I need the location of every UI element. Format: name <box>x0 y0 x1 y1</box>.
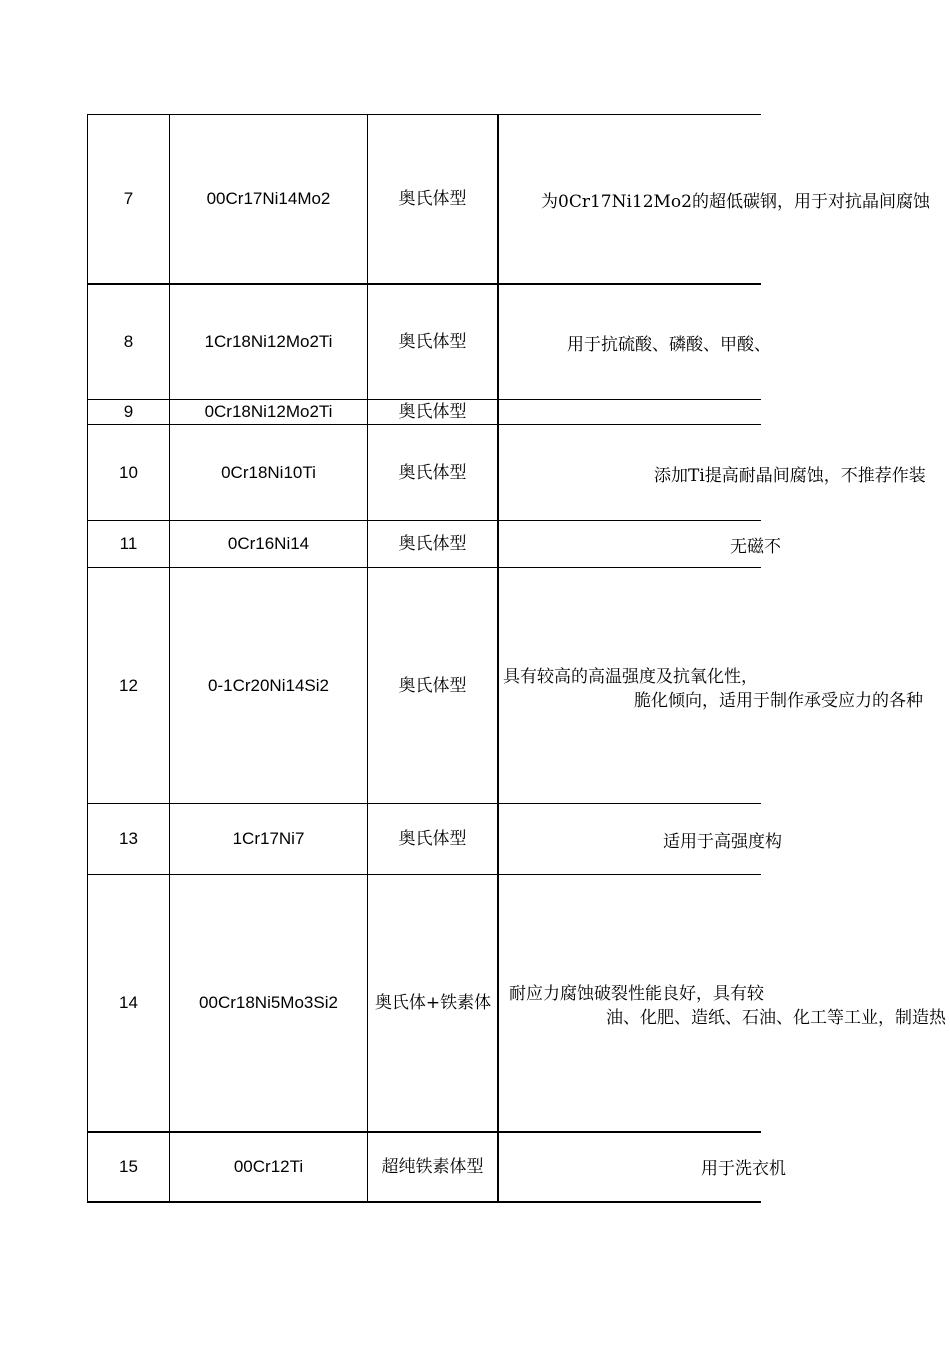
cell-number: 15 <box>119 1157 138 1176</box>
cell-description: 具有较高的高温强度及抗氧化性， <box>503 667 758 687</box>
cell-grade: 1Cr17Ni7 <box>232 829 305 848</box>
cell-type: 奥氏体+铁素体 <box>374 993 492 1013</box>
cell-number: 13 <box>119 829 138 848</box>
cell-grade: 0Cr16Ni14 <box>227 534 310 553</box>
cell-number: 10 <box>119 462 138 482</box>
cell-type: 奥氏体型 <box>398 829 467 849</box>
cell-number: 14 <box>119 993 138 1012</box>
cell-description: 油、化肥、造纸、石油、化工等工业，制造热 <box>606 1008 946 1028</box>
column-border <box>497 114 499 1203</box>
cell-type: 奥氏体型 <box>398 534 467 554</box>
cell-description: 耐应力腐蚀破裂性能良好，具有较 <box>509 984 764 1004</box>
cell-type: 奥氏体型 <box>398 402 467 422</box>
cell-type: 奥氏体型 <box>398 189 467 209</box>
cell-number: 11 <box>119 534 138 553</box>
cell-grade: 0Cr18Ni10Ti <box>221 462 316 482</box>
cell-grade: 0-1Cr20Ni14Si2 <box>208 675 329 695</box>
cell-grade: 1Cr18Ni12Mo2Ti <box>204 332 333 351</box>
cell-grade: 00Cr18Ni5Mo3Si2 <box>199 993 338 1012</box>
cell-grade: 00Cr17Ni14Mo2 <box>206 189 331 208</box>
cell-grade: 00Cr12Ti <box>233 1157 304 1176</box>
cell-description: 添加Ti提高耐晶间腐蚀，不推荐作装 <box>654 466 926 486</box>
cell-type: 奥氏体型 <box>398 675 467 696</box>
row-border <box>87 1201 761 1203</box>
cell-description: 用于洗衣机 <box>701 1159 786 1179</box>
cell-type: 超纯铁素体型 <box>381 1157 484 1177</box>
cell-grade: 0Cr18Ni12Mo2Ti <box>204 402 333 421</box>
cell-number: 8 <box>123 332 134 351</box>
cell-description: 适用于高强度构 <box>663 832 782 852</box>
cell-description: 脆化倾向，适用于制作承受应力的各种 <box>634 691 923 711</box>
cell-number: 7 <box>123 189 134 208</box>
cell-description: 用于抗硫酸、磷酸、甲酸、 <box>567 335 771 355</box>
cell-type: 奥氏体型 <box>398 462 467 483</box>
cell-number: 12 <box>119 675 138 695</box>
cell-number: 9 <box>123 402 134 421</box>
cell-description: 无磁不 <box>730 537 781 557</box>
cell-description: 为0Cr17Ni12Mo2的超低碳钢，用于对抗晶间腐蚀 <box>541 192 930 212</box>
cell-type: 奥氏体型 <box>398 332 467 352</box>
